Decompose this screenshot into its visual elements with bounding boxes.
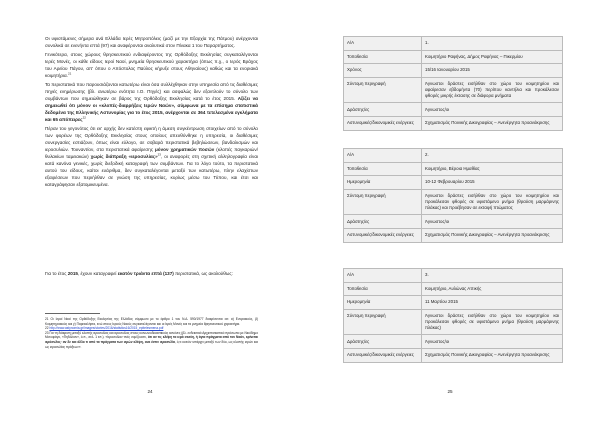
summary-year: 2015 <box>67 271 78 276</box>
footnote-label: 22 <box>45 326 50 331</box>
footnote-23 <box>45 331 258 349</box>
row-label: Σύντομη περιγραφή <box>344 309 422 335</box>
row-value: 11 Μαρτίου 2015 <box>422 296 563 310</box>
row-value: Σχηματισμός Ποινικής Δικογραφίας – Ανενέργητα προανάκρισης <box>422 116 563 130</box>
row-label: Α/Α <box>344 37 422 51</box>
bold-text: χωρίς διάπραξη «ιεροσυλίας» <box>90 154 158 159</box>
row-value: Άγνωστος/οι <box>422 103 563 117</box>
table-row <box>344 296 563 310</box>
incident-table <box>343 268 563 363</box>
row-value: Άγνωστος/οι <box>422 215 563 229</box>
table-row <box>344 103 563 117</box>
footnote-text: , ό,τι κοινόν υπάρχει μεταξύ των δύο, ως κλοπής ιερών και ως ιεροσυλίας πράξεων». <box>45 339 258 349</box>
paragraph-text: Τα περιστατικά που παρουσιάζονται κατωτέρω είναι όσα συλλέχθηκαν στην υπηρεσία από τις διαθέσιμες πηγές ενημέρωσης (βλ. ανωτέρω ενότητα I.Ο. Πηγές) και ασφαλώς δεν εξαντλούν το σύνολο των συμβάντων που σημειώθηκαν σε βάρος της Ορθόδοξης Εκκλησίας κατά το έτος 2015. <box>45 82 258 102</box>
page-number: 25 <box>447 389 453 394</box>
row-label: Α/Α <box>344 149 422 163</box>
footnote-ref[interactable]: 23 <box>157 152 161 157</box>
row-value: Σχηματισμός Ποινικής Δικογραφίας – Ανενέργητα προανάκρισης <box>422 228 563 242</box>
incident-table <box>343 148 563 243</box>
table-row <box>344 348 563 362</box>
body-text <box>45 36 258 191</box>
row-value: 10-12 Φεβρουαρίου 2015 <box>422 176 563 190</box>
row-value: 2. <box>422 149 563 163</box>
paragraph-text: , οι αναφορές στη σχετική αλληλογραφία είναι κατά κανόνα γενικές, χωρίς διεξοδική καταγραφή των συμβάντων. Για το λόγο τούτο, τα περιστατικά αυτού του είδους, καίτοι ευάριθμα, δεν συγκαταλέγονται μεταξύ των κατωτέρω, πλην ελαχίστων εξαιρέσεων που περιήλθαν σε γνώση της υπηρεσίας, κυρίως μέσω του Τύπου, και έτσι και καταγράφησαν εξατομικευμένα. <box>45 154 259 187</box>
row-label: Ημερομηνία <box>344 176 422 190</box>
right-page <box>300 0 600 424</box>
footnote-ref[interactable]: 22 <box>82 115 86 120</box>
summary-count: εκατόν τριάντα επτά (137) <box>117 271 174 276</box>
footnote-separator <box>45 313 100 314</box>
summary-paragraph <box>45 271 258 278</box>
paragraph-text: Γενικότερα, στους χώρους θρησκευτικού ενδιαφέροντος της Ορθόδοξης Εκκλησίας συγκαταλέγονται Ιερές Μονές, οι κάθε είδους Ιεροί Ναοί, μνημεία θρησκευτικού χαρακτήρα (όπως π.χ., ο Ιερός Βράχος του Αρείου Πάγου, απ' όπου ο Απόστολος Παύλος κήρυξε στους Αθηναίους) καθώς και τα ενοριακά κοιμητήρια. <box>45 52 258 79</box>
paragraph <box>45 126 258 188</box>
row-value: 1. <box>422 37 563 51</box>
table-row <box>344 215 563 229</box>
row-label: Αστυνομικές/δικονομικές ενέργειες <box>344 228 422 242</box>
table-row <box>344 228 563 242</box>
table-row <box>344 189 563 215</box>
footnotes <box>45 317 258 349</box>
summary-text: , έχουν καταγραφεί <box>77 271 118 276</box>
table-row <box>344 309 563 335</box>
row-label: Αστυνομικές/δικονομικές ενέργειες <box>344 348 422 362</box>
bold-text: Αξίζει να σημειωθεί ότι μόνον οι «κλοπές-διαρρήξεις Ιερών Ναών», σύμφωνα με τα επίσημα στατιστικά δεδομένα της Ελληνικής Αστυνομίας για το έτος 2015, ανέρχονται σε 364 τετελεσμένα εγκλήματα και 65 απόπειρες <box>45 96 258 122</box>
summary-text: περιστατικά, ως ακολούθως: <box>173 271 233 276</box>
table-row <box>344 64 563 78</box>
row-value: Σχηματισμός Ποινικής Δικογραφίας – Ανενέργητα προανάκρισης <box>422 348 563 362</box>
paragraph-text: (κλοπές παγκαριών/θυλακίων ταμειακών) <box>45 147 258 159</box>
row-label: Δράστης/ες <box>344 335 422 349</box>
row-value: 15/16 Ιανουαρίου 2015 <box>422 64 563 78</box>
table-row <box>344 176 563 190</box>
table-row <box>344 149 563 163</box>
row-label: Σύντομη περιγραφή <box>344 189 422 215</box>
row-label: Δράστης/ες <box>344 215 422 229</box>
row-value: Άγνωστοι δράστες εισήλθαν στο χώρο του κοιμητηρίου και αφαίρεσαν εβδομήντα (70) περίπου καντήλια και προκάλεσαν φθορές μικρής έκτασης σε διάφορα μνήματα <box>422 77 563 103</box>
row-value: Κοιμητήριο, Αυλώνας Αττικής <box>422 282 563 296</box>
row-label: Αστυνομικές/δικονομικές ενέργειες <box>344 116 422 130</box>
row-label: Τοποθεσία <box>344 50 422 64</box>
paragraph: Οι υφιστάμενες σήμερα ανά Ελλάδα Ιερές Μητροπόλεις (μαζί με την Εξαρχία της Πάτμου) ανέρχονται συνολικά σε ενενήντα επτά (97) και αναφέρονται αναλυτικά στον Πίνακα 1 του Παραρτήματος. <box>45 36 258 48</box>
row-label: Χρόνος <box>344 64 422 78</box>
page-number: 24 <box>147 389 153 394</box>
table-row <box>344 282 563 296</box>
table-row <box>344 77 563 103</box>
table-row <box>344 269 563 283</box>
row-label: Σύντομη περιγραφή <box>344 77 422 103</box>
paragraph <box>45 82 258 123</box>
table-row <box>344 37 563 51</box>
footnote-text: 23 Για τη διάκριση μεταξύ κλοπής ιεροσυλίας και ιεροσυλίας στους κοινωνιοδικαστικούς κανόνες (βλ. ενδεικτικά Αρχιεπισκοπικό πρόσωπο με Νικόδημο Μονοφάγο, «Πηδάλιον», ό.π., σελ. 1 επ.). «Ιεροσυλίαν τινές νομίζουσιν, <box>45 330 258 340</box>
row-label: Ημερομηνία <box>344 296 422 310</box>
row-value: Άγνωστοι δράστες εισήλθαν στο χώρο του κοιμητηρίου και προκάλεσαν φθορές σε υφιστάμενο μνήμα (θραύση μαρμάρινης πλάκας) και προέβησαν σε εκταφή πτώματος <box>422 189 563 215</box>
row-value: Κοιμητήριο, Βέροια Ημαθίας <box>422 162 563 176</box>
paragraph-text: Πέραν του γεγονότος ότι εκ' αρχής δεν κατέστη εφικτή η άμεση συγκέντρωση στοιχείων από το σύνολο των φορέων της Ορθόδοξης Εκκλησίας στους οποίους απευθύνθηκε η υπηρεσία, οι διαθέσιμες συνεργασίες εστιάζουν, όπως είναι εύλογο, σε σοβαρά περιστατικά βεβηλώσεων, βανδαλισμών και ιεροσυλιών. Τουναντίον, στα περιστατικά αφαίρεσης <box>45 126 258 153</box>
paragraph <box>45 52 258 80</box>
bold-text: μόνον χρηματικών ποσών <box>155 147 215 153</box>
footnote-ref[interactable]: 21 <box>67 71 72 76</box>
row-value: Άγνωστοι δράστες εισήλθαν στο χώρο του κοιμητηρίου και προκάλεσαν φθορές σε υφιστάμενο μνήμα (θραύση μαρμάρινης πλάκας) <box>422 309 563 335</box>
row-value: 3. <box>422 269 563 283</box>
table-row <box>344 116 563 130</box>
row-label: Α/Α <box>344 269 422 283</box>
footnote-21: 21 Οι Ιεροί Ναοί της Ορθόδοξης Εκκλησίας της Ελλάδος σύμφωνα με το άρθρο 1 του Ν.Δ. 590/1977 διακρίνονται σε: α) Ενοριακούς, β) Κοιμητηριακούς και γ) Παρεκκλήσια, ενώ στους Ιερούς Ναούς συγκαταλέγονται και οι Ιερές Μονές και τα μνημεία θρησκευτικού χαρακτήρα. <box>45 317 258 326</box>
row-value: Κοιμητήριο Ραφήνας, Δήμος Ραφήνας – Πικερμίου <box>422 50 563 64</box>
row-value: Άγνωστος/οι <box>422 335 563 349</box>
table-row <box>344 162 563 176</box>
incident-table <box>343 36 563 131</box>
table-row <box>344 50 563 64</box>
row-label: Τοποθεσία <box>344 162 422 176</box>
table-row <box>344 335 563 349</box>
row-label: Δράστης/ες <box>344 103 422 117</box>
row-label: Τοποθεσία <box>344 282 422 296</box>
footnote-link[interactable]: http://www.astynomia.gr/images/stories/2016/statistics16/2015_epitelesmena.pdf <box>49 326 164 331</box>
summary-text: Για το έτος <box>45 271 68 276</box>
footnote-bold: ότι αν τις κλέψη τα ιερά σκεύη, ή άγια πράγματα από τον Ναόν, κρίνεται ιερόσυλος· αν δε και άλλο τι από τα πράγματα των ιερών κλέψη, ουκ έστιν ιεροσυλία <box>45 335 258 344</box>
